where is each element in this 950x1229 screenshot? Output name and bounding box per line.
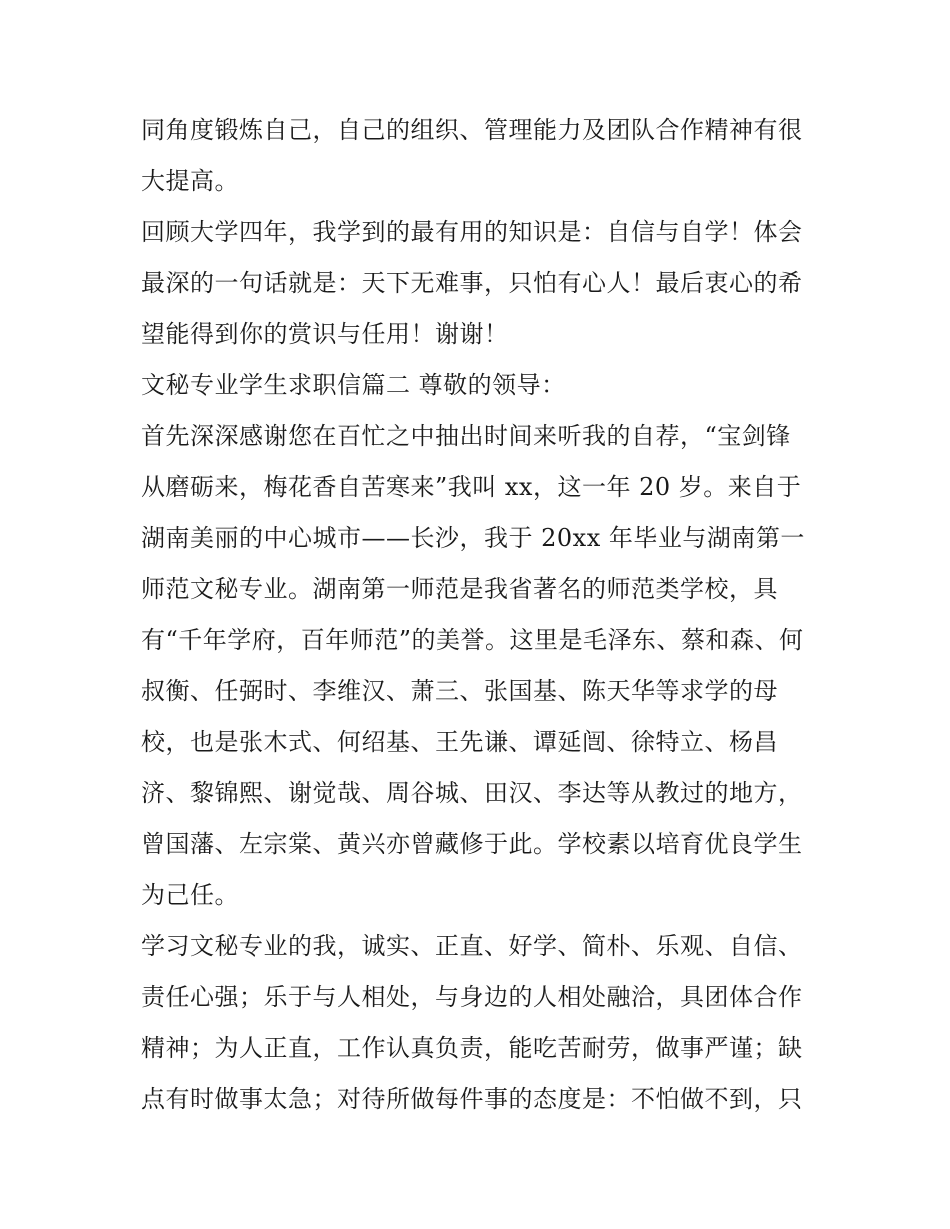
text-line: 为己任。 [141, 881, 239, 909]
text-line: 湖南美丽的中心城市——长沙，我于 20xx 年毕业与湖南第一 [141, 524, 805, 552]
document-body [141, 105, 821, 1125]
text-line: 责任心强；乐于与人相处，与身边的人相处融洽，具团体合作 [141, 983, 803, 1011]
text-line: 学习文秘专业的我，诚实、正直、好学、简朴、乐观、自信、 [141, 932, 803, 960]
text-line: 同角度锻炼自己，自己的组织、管理能力及团队合作精神有很 [141, 116, 803, 144]
text-line: 首先深深感谢您在百忙之中抽出时间来听我的自荐，“宝剑锋 [141, 422, 791, 450]
section-heading-line: 文秘专业学生求职信篇二 尊敬的领导： [141, 371, 566, 399]
text-line: 师范文秘专业。湖南第一师范是我省著名的师范类学校，具 [141, 575, 778, 603]
text-line: 叔衡、任弼时、李维汉、萧三、张国基、陈天华等求学的母 [141, 677, 778, 705]
text-line: 从磨砺来，梅花香自苦寒来”我叫 xx，这一年 20 岁。来自于 [141, 473, 802, 501]
text-line: 有“千年学府，百年师范”的美誉。这里是毛泽东、蔡和森、何 [141, 626, 804, 654]
text-line: 点有时做事太急；对待所做每件事的态度是：不怕做不到，只 [141, 1085, 803, 1113]
text-line: 曾国藩、左宗棠、黄兴亦曾藏修于此。学校素以培育优良学生 [141, 830, 803, 858]
text-line: 最深的一句话就是：天下无难事，只怕有心人！最后衷心的希 [141, 269, 803, 297]
text-line: 回顾大学四年，我学到的最有用的知识是：自信与自学！体会 [141, 218, 803, 246]
text-line: 精神；为人正直，工作认真负责，能吃苦耐劳，做事严谨；缺 [141, 1034, 803, 1062]
text-line: 校，也是张木式、何绍基、王先谦、谭延闿、徐特立、杨昌 [141, 728, 778, 756]
text-line: 大提高。 [141, 167, 239, 195]
text-line: 望能得到你的赏识与任用！谢谢！ [141, 320, 509, 348]
text-line: 济、黎锦熙、谢觉哉、周谷城、田汉、李达等从教过的地方， [141, 779, 803, 807]
